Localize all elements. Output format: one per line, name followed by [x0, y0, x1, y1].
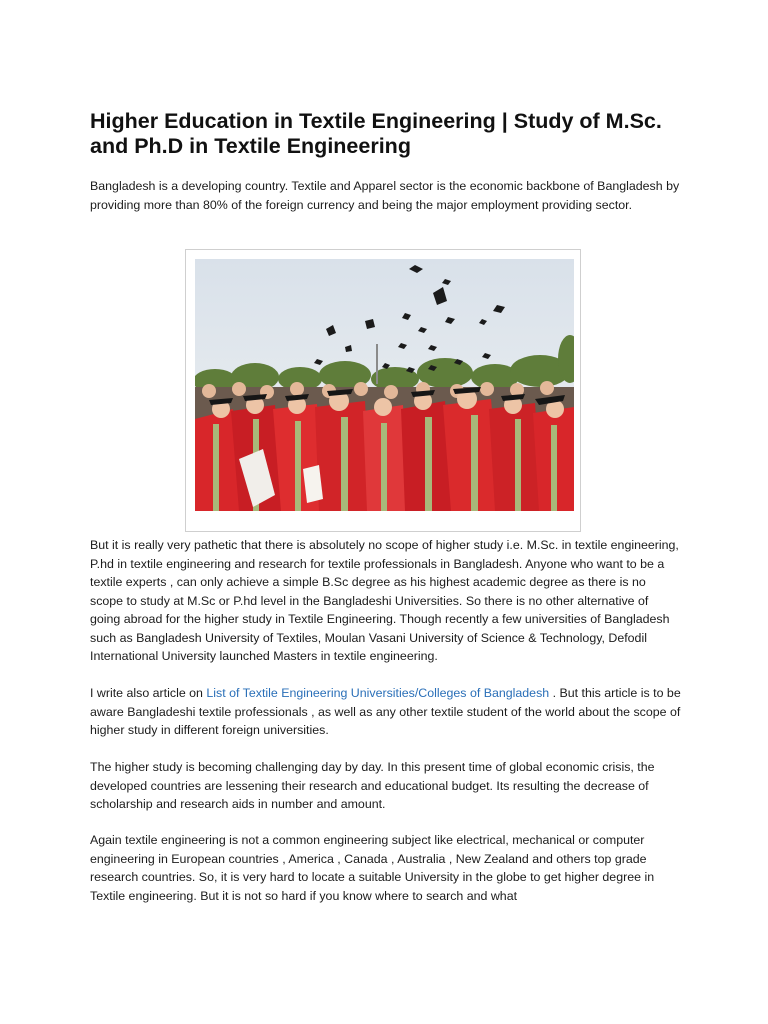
intro-paragraph: Bangladesh is a developing country. Textile and Apparel sector is the economic backbone of Bangladesh by providing more than 80% of the foreign currency and being the major employment providing sector. — [90, 179, 680, 212]
paragraph-2-rest: . But this article is to be aware Bangladeshi textile professionals , as well as any other textile student of the world about the scope of higher study in different foreign universities. — [90, 686, 681, 737]
paragraph-not-common: Again textile engineering is not a common engineering subject like electrical, mechanical or computer engineering in European countries , America , Canada , Australia , New Zealand and others top grade research countries. So, it is very hard to locate a suitable University in the globe to get higher degree in Textile engineering. But it is not so hard if you know where to search and what — [90, 833, 655, 903]
paragraph-no-scope: But it is really very pathetic that there is absolutely no scope of higher study i.e. M.Sc. in textile engineering, P.hd in textile engineering and research for textile professionals in Bangladesh. Anyone who want to be a textile experts , can only achieve a simple B.Sc degree as his highest academic degree as there is no scope to study at M.Sc or P.hd level in the Bangladeshi Universities. So there is no other alternative of going abroad for the higher study in Textile Engineering. Though recently a few universities of Bangladesh such as Bangladesh University of Textiles, Moulan Vasani University of Science & Technology, Defodil International University launched Masters in textile engineering. — [90, 538, 679, 663]
paragraph-challenging: The higher study is becoming challenging day by day. In this present time of global economic crisis, the developed countries are lessening their research and educational budget. Its resulting the decrease of scholarship and research aids in number and amount. — [90, 760, 655, 811]
universities-list-link[interactable]: List of Textile Engineering Universities/Colleges of Bangladesh — [206, 686, 550, 700]
article-title: Higher Education in Textile Engineering | Study of M.Sc. and Ph.D in Textile Engineering — [90, 109, 662, 158]
paragraph-article-link — [90, 684, 682, 740]
graduation-photo-frame — [185, 249, 581, 532]
paragraph-2-lead: I write also article on — [90, 686, 207, 700]
graduation-photo — [195, 259, 574, 511]
